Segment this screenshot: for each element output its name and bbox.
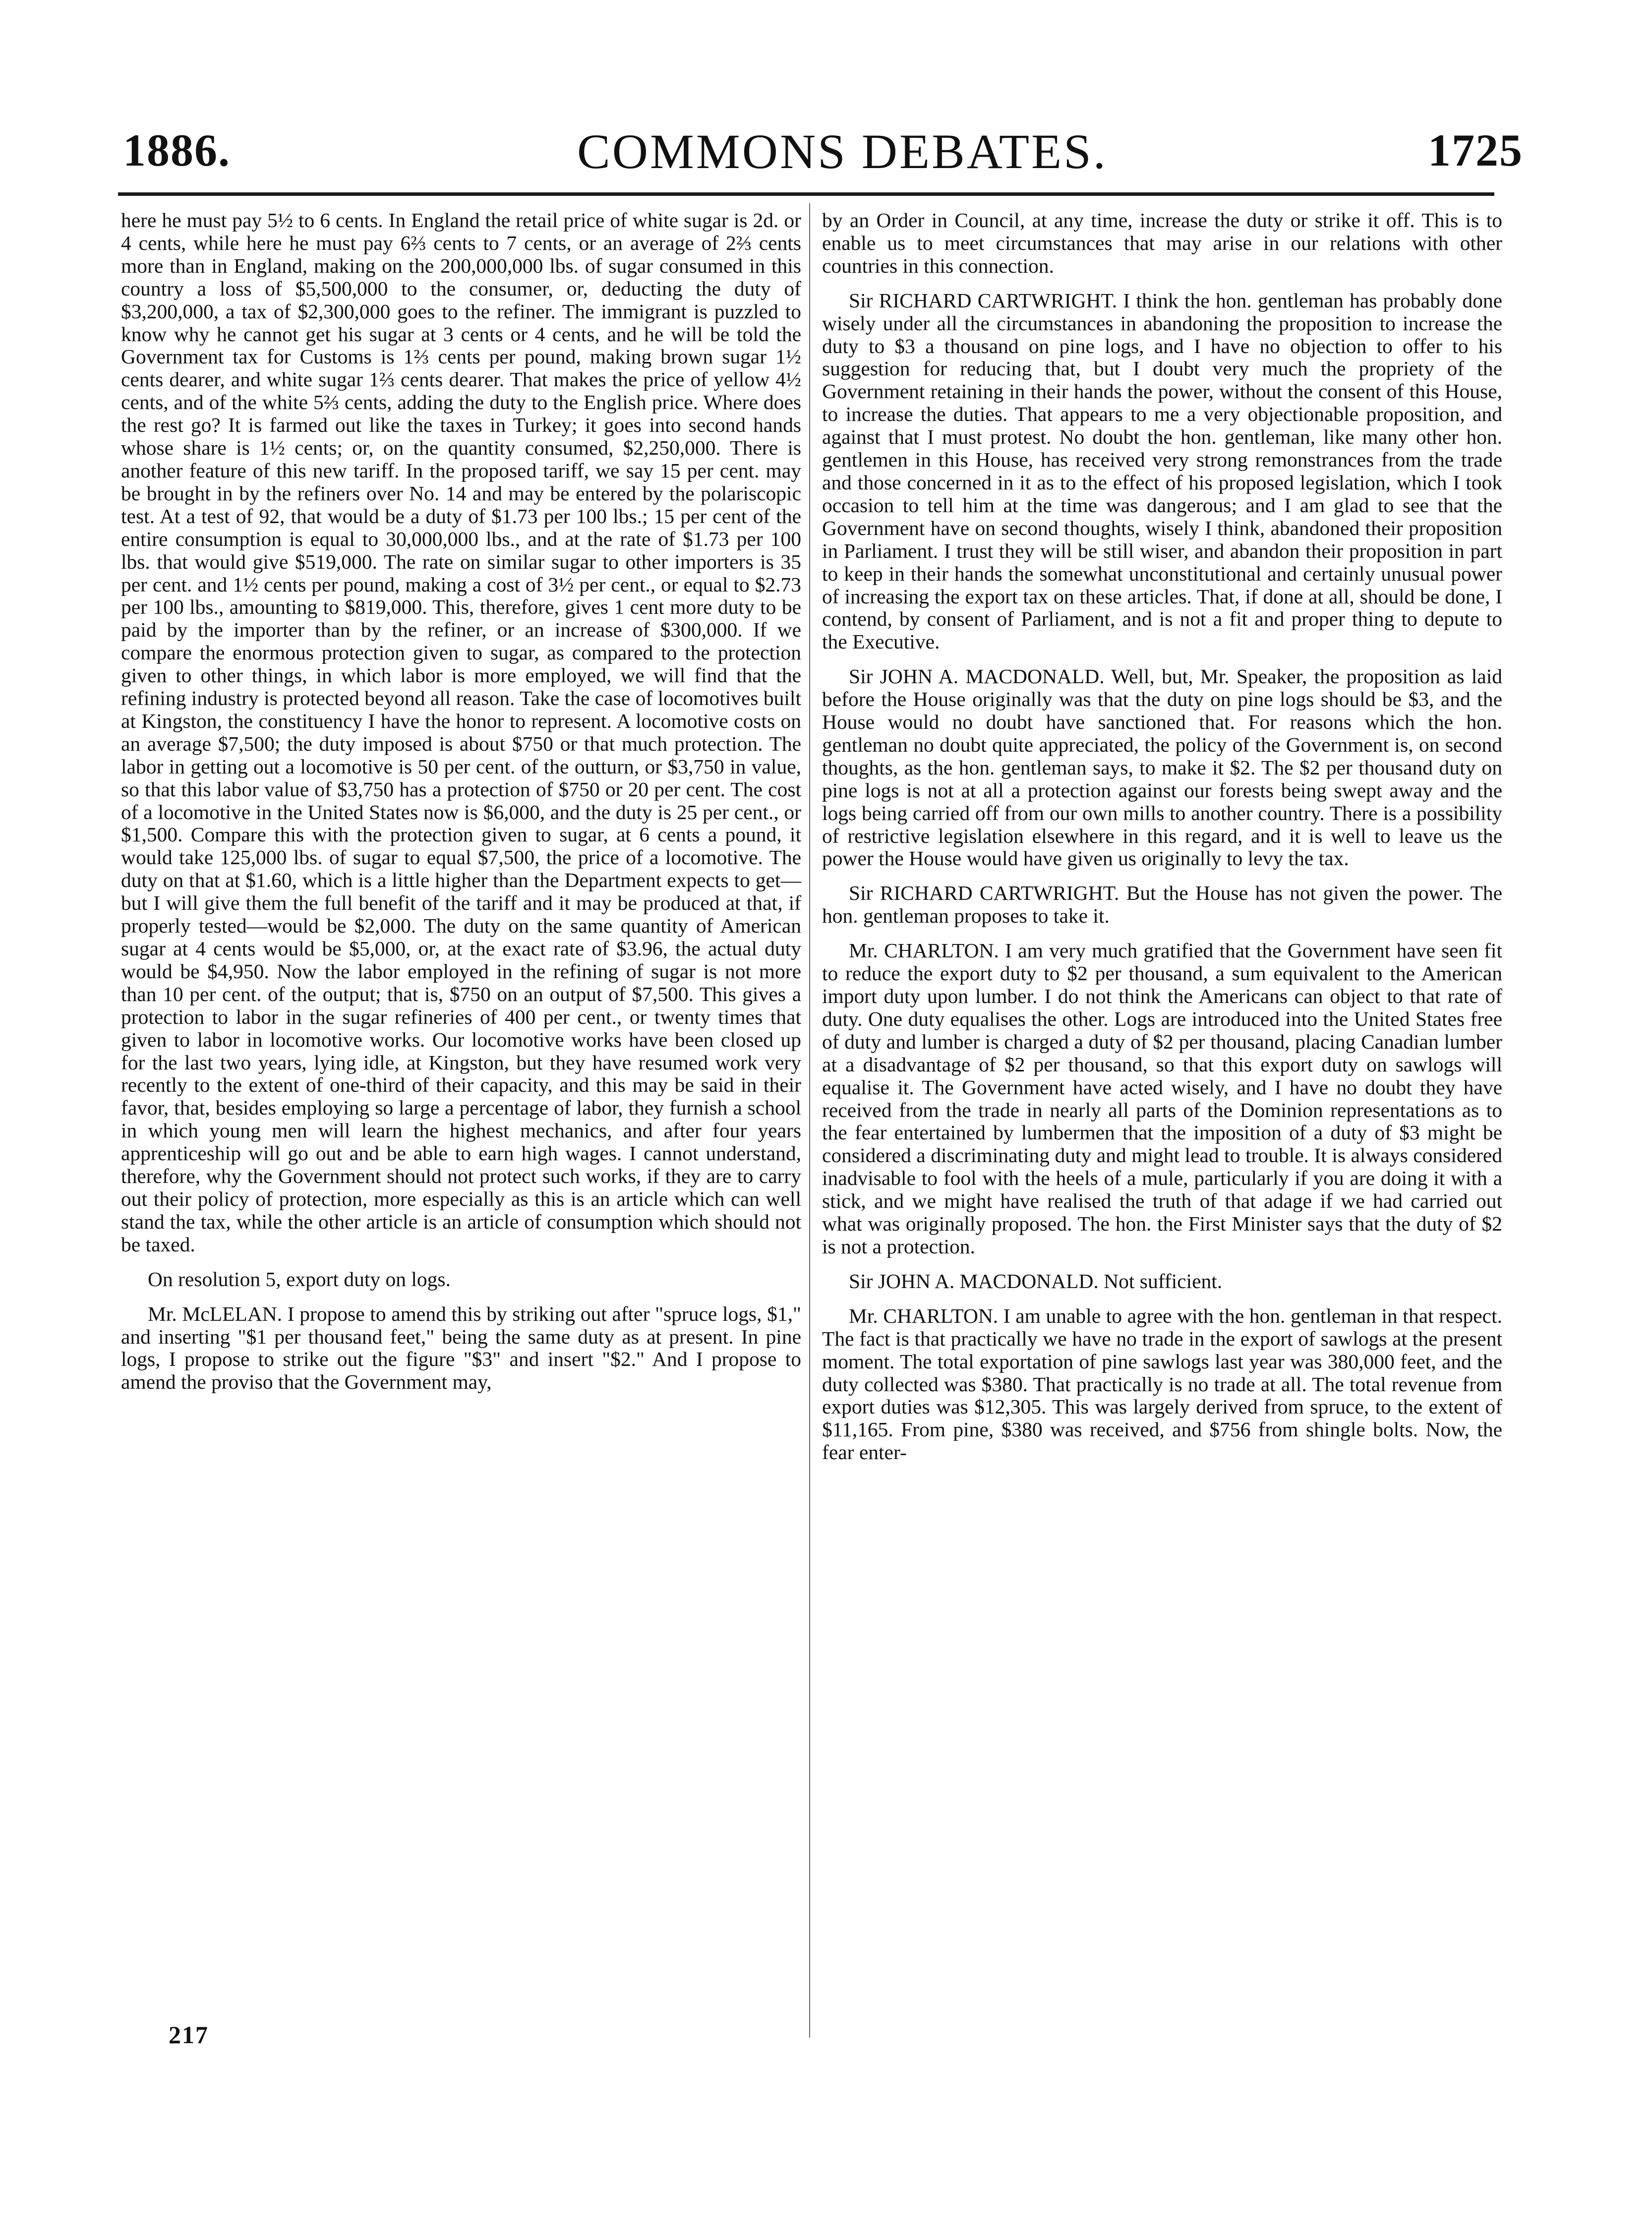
paragraph: Sir RICHARD CARTWRIGHT. But the House has not given the power. The hon. gentleman proposes to take it. xyxy=(822,882,1502,928)
page-year: 1886. xyxy=(123,125,231,176)
right-column xyxy=(822,209,1502,1476)
paragraph: Sir JOHN A. MACDONALD. Well, but, Mr. Speaker, the proposition as laid before the House originally was that the duty on pine logs should be $3, and the House would no doubt have sanctioned that. For reasons which the hon. gentleman no doubt quite appreciated, the policy of the Government is, on second thoughts, as the hon. gentleman says, to make it $2. The $2 per thousand duty on pine logs is not at all a protection against our forests being swept away and the logs being carried off from our own mills to another country. There is a possibility of restrictive legislation elsewhere in this regard, and it is well to leave us the power the House would have given us originally to levy the tax. xyxy=(822,665,1502,870)
page-title: COMMONS DEBATES. xyxy=(577,124,1108,179)
paragraph: Mr. CHARLTON. I am very much gratified that the Government have seen fit to reduce the export duty to $2 per thousand, a sum equivalent to the American import duty upon lumber. I do not think the Americans can object to that rate of duty. One duty equalises the other. Logs are introduced into the United States free of duty and lumber is charged a duty of $2 per thousand, placing Canadian lumber at a disadvantage of $2 per thousand, so that this export duty on sawlogs will equalise it. The Government have acted wisely, and I have no doubt they have received from the trade in nearly all parts of the Dominion representations as to the fear entertained by lumbermen that the imposition of a duty of $3 might be considered a discriminating duty and might lead to trouble. It is always considered inadvisable to fool with the heels of a mule, particularly if you are doing it with a stick, and we might have realised the truth of that adage if we had carried out what was originally proposed. The hon. the First Minister says that the duty of $2 is not a protection. xyxy=(822,939,1502,1258)
column-divider xyxy=(809,203,810,2038)
paragraph: Sir RICHARD CARTWRIGHT. I think the hon. gentleman has probably done wisely under all the circumstances in abandoning the proposition to increase the duty to $3 a thousand on pine logs, and I have no objection to offer to his suggestion for reducing that, but I doubt very much the propriety of the Government retaining in their hands the power, without the consent of this House, to increase the duties. That appears to me a very objectionable proposition, and against that I must protest. No doubt the hon. gentleman, like many other hon. gentlemen in this House, has received very strong remonstrances from the trade and those concerned in it as to the effect of his proposed legislation, which I took occasion to tell him at the time was dangerous; and I am glad to see that the Government have on second thoughts, wisely I think, abandoned their proposition in Parliament. I trust they will be still wiser, and abandon their proposition in part to keep in their hands the somewhat unconstitutional and certainly unusual power of increasing the export tax on these articles. That, if done at all, should be done, I contend, by consent of Parliament, and is not a fit and proper thing to depute to the Executive. xyxy=(822,289,1502,653)
paragraph: by an Order in Council, at any time, increase the duty or strike it off. This is to enable us to meet circumstances that may arise in our relations with other countries in this connection. xyxy=(822,209,1502,277)
page-number: 1725 xyxy=(1428,125,1523,176)
signature-mark: 217 xyxy=(169,2021,209,2049)
paragraph: here he must pay 5½ to 6 cents. In England the retail price of white sugar is 2d. or 4 cents, while here he must pay 6⅔ cents to 7 cents, or an average of 2⅔ cents more than in England, making on the 200,000,000 lbs. of sugar consumed in this country a loss of $5,500,000 to the consumer, or, deducting the duty of $3,200,000, a tax of $2,300,000 goes to the refiner. The immigrant is puzzled to know why he cannot get his sugar at 3 cents or 4 cents, and he will be told the Government tax for Customs is 1⅔ cents per pound, making brown sugar 1½ cents dearer, and white sugar 1⅔ cents dearer. That makes the price of yellow 4½ cents, and of the white 5⅔ cents, adding the duty to the English price. Where does the rest go? It is farmed out like the taxes in Turkey; it goes into second hands whose share is 1½ cents; or, on the quantity consumed, $2,250,000. There is another feature of this new tariff. In the proposed tariff, we say 15 per cent. may be brought in by the refiners over No. 14 and may be entered by the polariscopic test. At a test of 92, that would be a duty of $1.73 per 100 lbs.; 15 per cent of the entire consumption is equal to 30,000,000 lbs., and at the rate of $1.73 per 100 lbs. that would give $519,000. The rate on similar sugar to other importers is 35 per cent. and 1½ cents per pound, making a cost of 3½ per cent., or equal to $2.73 per 100 lbs., amounting to $819,000. This, therefore, gives 1 cent more duty to be paid by the importer than by the refiner, or an increase of $300,000. If we compare the enormous protection given to sugar, as compared to the protection given to other things, in which labor is more employed, we will find that the refining industry is protected beyond all reason. Take the case of locomotives built at Kingston, the constituency I have the honor to represent. A locomotive costs on an average $7,500; the duty imposed is about $750 or that much protection. The labor in getting out a locomotive is 50 per cent. of the outturn, or $3,750 in value, so that this labor value of $3,750 has a protection of $750 or 20 per cent. The cost of a locomotive in the United States now is $6,000, and the duty is 25 per cent., or $1,500. Compare this with the protection given to sugar, at 6 cents a pound, it would take 125,000 lbs. of sugar to equal $7,500, the price of a locomotive. The duty on that at $1.60, which is a little higher than the Department expects to get—but I will give them the full benefit of the tariff and it may be produced at that, if properly tested—would be $2,000. The duty on the same quantity of American sugar at 4 cents would be $5,000, or, at the exact rate of $3.96, the actual duty would be $4,950. Now the labor employed in the refining of sugar is not more than 10 per cent. of the output; that is, $750 on an output of $7,500. This gives a protection to labor in the sugar refineries of 400 per cent., or twenty times that given to labor in locomotive works. Our locomotive works have been closed up for the last two years, lying idle, at Kingston, but they have resumed work very recently to the extent of one-third of their capacity, and this may be said in their favor, that, besides employing so large a percentage of labor, they furnish a school in which young men will learn the highest mechanics, and after four years apprenticeship will go out and be able to earn high wages. I cannot understand, therefore, why the Government should not protect such works, if they are to carry out their policy of protection, more especially as this is an article which can well stand the tax, while the other article is an article of consumption which should not be taxed. xyxy=(121,209,801,1256)
paragraph: Mr. McLELAN. I propose to amend this by striking out after "spruce logs, $1," and inserting "$1 per thousand feet," being the same duty as at present. In pine logs, I propose to strike out the figure "$3" and insert "$2." And I propose to amend the proviso that the Government may, xyxy=(121,1302,801,1394)
paragraph: Mr. CHARLTON. I am unable to agree with the hon. gentleman in that respect. The fact is that practically we have no trade in the export of sawlogs at the present moment. The total exportation of pine sawlogs last year was 380,000 feet, and the duty collected was $380. That practically is no trade at all. The total revenue from export duties was $12,305. This was largely derived from spruce, to the extent of $11,165. From pine, $380 was received, and $756 from shingle bolts. Now, the fear enter- xyxy=(822,1304,1502,1464)
left-column xyxy=(121,209,801,1406)
paragraph: Sir JOHN A. MACDONALD. Not sufficient. xyxy=(849,1269,1223,1293)
header-rule xyxy=(118,192,1494,196)
paragraph: On resolution 5, export duty on logs. xyxy=(148,1267,451,1291)
